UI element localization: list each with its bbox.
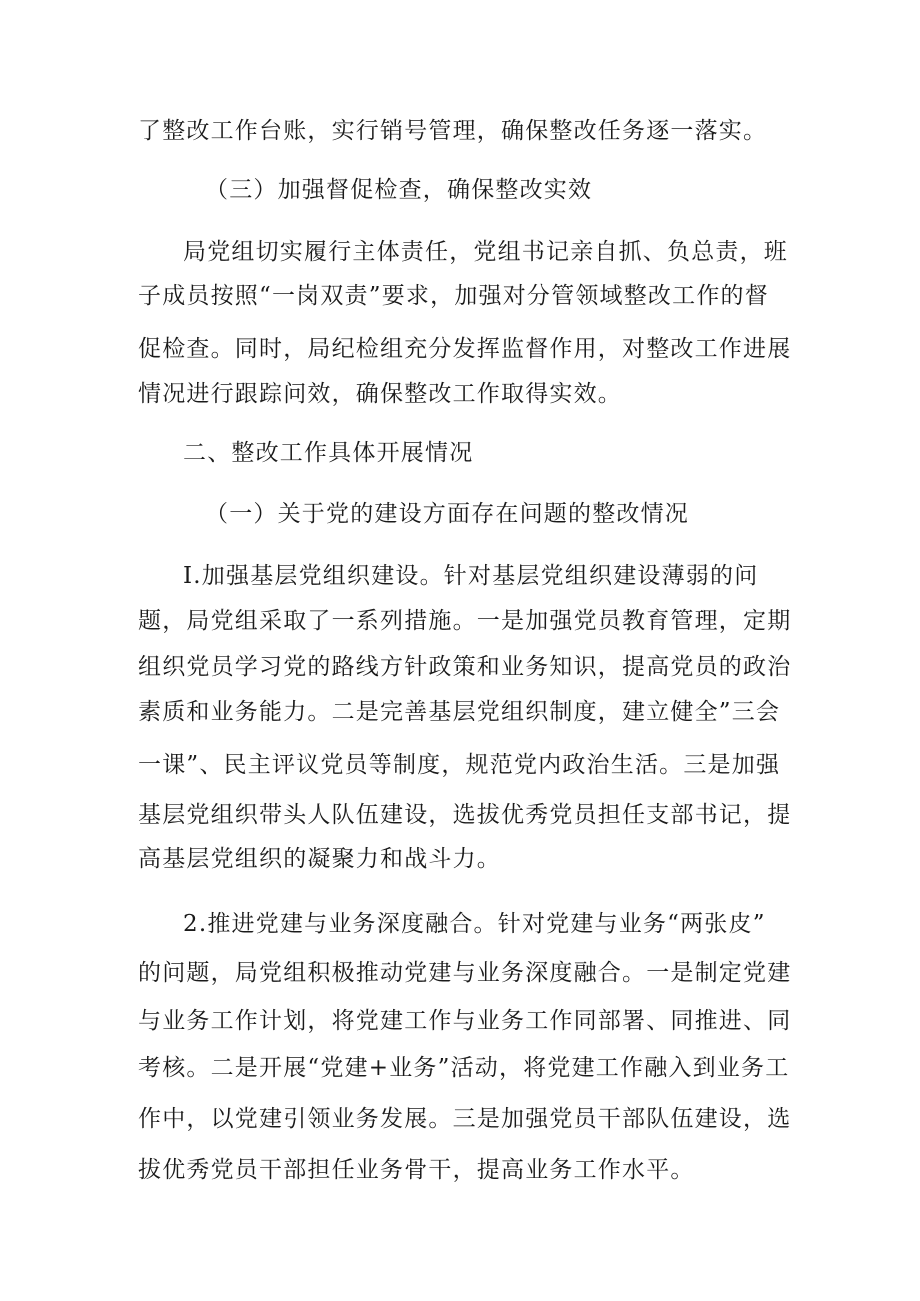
- paragraph-line: 促检查。同时，局纪检组充分发挥监督作用，对整改工作进展: [138, 336, 792, 362]
- paragraph-line: 一课”、民主评议党员等制度，规范党内政治生活。三是加强: [138, 752, 781, 778]
- paragraph-line: 基层党组织带头人队伍建设，选拔优秀党员担任支部书记，提: [138, 802, 792, 828]
- paragraph-line: 拔优秀党员干部担任业务骨干，提高业务工作水平。: [138, 1157, 695, 1183]
- chapter-heading: 二、整改工作具体开展情况: [183, 440, 474, 466]
- paragraph-line: 作中，以党建引领业务发展。三是加强党员干部队伍建设，选: [138, 1106, 792, 1132]
- paragraph-line: 2.推进党建与业务深度融合。针对党建与业务“两张皮”: [183, 911, 766, 937]
- section-heading: （一）关于党的建设方面存在问题的整改情况: [205, 501, 689, 527]
- paragraph-line: 情况进行跟踪问效，确保整改工作取得实效。: [138, 381, 622, 407]
- section-heading: （三）加强督促检查，确保整改实效: [205, 177, 593, 203]
- paragraph-line: 子成员按照“一岗双责”要求，加强对分管领域整改工作的督: [138, 283, 769, 309]
- paragraph-line: 了整改工作台账，实行销号管理，确保整改任务逐一落实。: [138, 118, 768, 144]
- paragraph-line: 组织党员学习党的路线方针政策和业务知识，提高党员的政治: [138, 654, 792, 680]
- paragraph-line: 题，局党组采取了一系列措施。一是加强党员教育管理，定期: [138, 608, 792, 634]
- paragraph-line: 局党组切实履行主体责任，党组书记亲自抓、负总责，班: [183, 239, 788, 265]
- paragraph-line: 高基层党组织的凝聚力和战斗力。: [138, 846, 501, 872]
- paragraph-line: 的问题，局党组积极推动党建与业务深度融合。一是制定党建: [138, 960, 792, 986]
- paragraph-line: 素质和业务能力。二是完善基层党组织制度，建立健全”三会: [138, 699, 781, 725]
- paragraph-line: I.加强基层党组织建设。针对基层党组织建设薄弱的问: [183, 563, 759, 589]
- paragraph-line: 与业务工作计划，将党建工作与业务工作同部署、同推进、同: [138, 1008, 792, 1034]
- paragraph-line: 考核。二是开展“党建+业务”活动，将党建工作融入到业务工: [138, 1055, 790, 1081]
